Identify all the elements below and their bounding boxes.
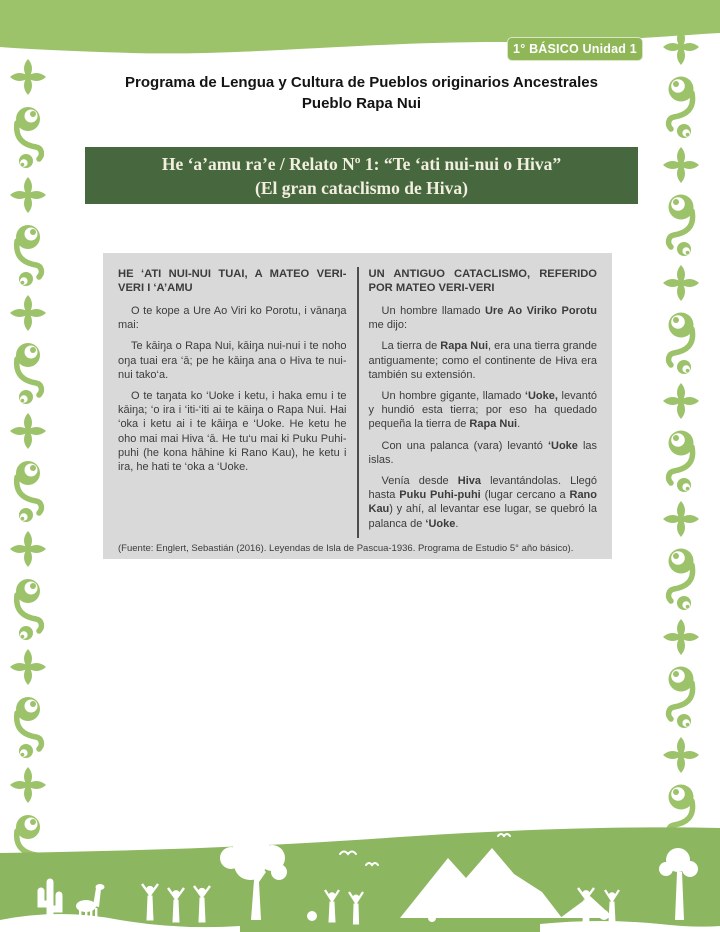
unit-badge (507, 37, 643, 61)
rapa-nui-paragraph: O te taŋata ko ‘Uoke i ketu, i haka emu i te kāiŋa; ‘o ira i ‘iti-‘iti ai te kāiŋa o Rapa Nui. Hai ‘oka i ketu ai i te kāiŋa e ‘Uoke. He ketu he oho mai mai Hiva ‘ā. He tu‘u mai ki Puku Puhi-puhi (he kona hāhine ki Rano Kau), he ketu i ira, he hati te ‘oka a ‘Uoke. (118, 390, 347, 474)
source-citation: (Fuente: Englert, Sebastián (2016). Leyendas de Isla de Pascua-1936. Programa de Estudio 5° año básico). (118, 542, 574, 554)
column-divider (357, 267, 359, 538)
document-header (85, 72, 638, 114)
spanish-heading: UN ANTIGUO CATACLISMO, REFERIDO POR MATEO VERI-VERI (368, 268, 597, 294)
spanish-column (369, 267, 598, 538)
bottom-landscape-icon (0, 820, 720, 932)
story-title-line2: (El gran cataclismo de Hiva) (255, 177, 468, 198)
program-title: Programa de Lengua y Cultura de Pueblos originarios Ancestrales (125, 74, 598, 91)
unit-badge-label: 1° BÁSICO Unidad 1 (513, 42, 637, 56)
left-koru-pattern-icon (10, 55, 46, 855)
story-title-line1: He ‘a’amu ra’e / Relato Nº 1: “Te ‘ati nui-nui o Hiva” (161, 153, 562, 174)
spanish-paragraph: Un hombre llamado Ure Ao Viriko Porotu me dijo: (368, 305, 597, 332)
rapa-nui-heading: HE ‘ATI NUI-NUI TUAI, A MATEO VERI-VERI I ‘A’AMU (118, 268, 347, 294)
rapa-nui-paragraph: Te kāiŋa o Rapa Nui, kāiŋa nui-nui i te noho oŋa tuai era ‘ā; pe he kāiŋa ana o Hiva te nui- nui tako‘a. (118, 340, 347, 381)
spanish-paragraph: Con una palanca (vara) levantó ‘Uoke las islas. (368, 439, 598, 466)
rapa-nui-paragraph: O te kope a Ure Ao Viri ko Porotu, i vānaŋa mai: (118, 305, 347, 332)
right-koru-pattern-icon (662, 25, 700, 847)
spanish-paragraph: La tierra de Rapa Nui, era una tierra grande antiguamente; como el continente de Hiva era también su extensión. (368, 340, 597, 381)
story-box (103, 253, 612, 559)
rapa-nui-column (118, 267, 347, 538)
story-title-banner (85, 147, 638, 204)
spanish-paragraph: Venía desde Hiva levantándolas. Llegó hasta Puku Puhi-puhi (lugar cercano a Rano Kau) y ahí, al levantar ese lugar, se quebró la palanca de ‘Uoke. (368, 475, 597, 530)
story-columns (118, 267, 597, 538)
spanish-paragraph: Un hombre gigante, llamado ‘Uoke, levantó y hundió esta tierra; por eso ha quedado pequeña la tierra de Rapa Nui. (368, 390, 598, 431)
program-subtitle: Pueblo Rapa Nui (301, 95, 422, 112)
